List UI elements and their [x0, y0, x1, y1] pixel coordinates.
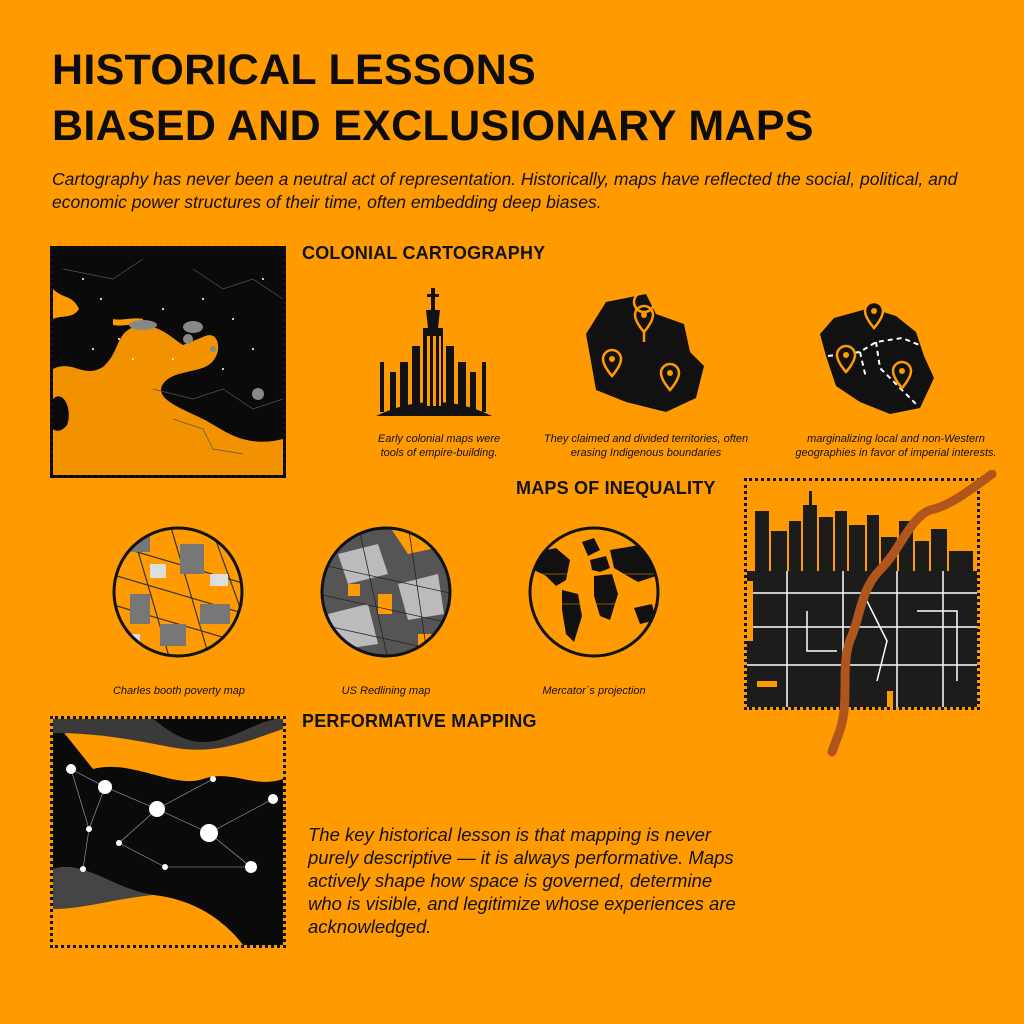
redlining-map-icon: [318, 524, 454, 660]
performative-heading: PERFORMATIVE MAPPING: [302, 711, 537, 731]
territory-pins-icon: [586, 294, 706, 412]
redlining-map-caption: US Redlining map: [341, 685, 431, 697]
colonial-caption-2: They claimed and divided territories, often erasing Indigenous boundaries: [543, 433, 749, 459]
colonial-caption-1: Early colonial maps were tools of empire-building.: [377, 433, 501, 459]
poverty-map-icon: [110, 524, 246, 660]
page-title: [52, 42, 814, 154]
network-map-image: [50, 716, 286, 948]
colonial-heading: COLONIAL CARTOGRAPHY: [302, 243, 546, 263]
intro-text: Cartography has never been a neutral act of representation. Historically, maps have reflected the social, political, and economic power structures of their time, often embedding deep biases.: [52, 169, 958, 212]
inequality-heading: MAPS OF INEQUALITY: [516, 478, 716, 498]
divided-territory-icon: [820, 298, 938, 416]
mercator-caption: Mercator´s projection: [542, 685, 646, 697]
river-line: [820, 470, 1000, 760]
poverty-map-caption: Charles booth poverty map: [112, 685, 246, 697]
title-line-2: BIASED AND EXCLUSIONARY MAPS: [52, 102, 814, 150]
performative-body: The key historical lesson is that mapping is never purely descriptive — it is always performative. Maps actively shape how space is governed, determine who is visible, and legitimize whose experiences are acknowledged.: [308, 824, 736, 937]
colonial-map-image: [50, 246, 286, 478]
title-line-1: HISTORICAL LESSONS: [52, 46, 537, 94]
colonial-caption-3: marginalizing local and non-Western geographies in favor of imperial interests.: [795, 433, 997, 459]
empire-building-icon: [376, 288, 492, 416]
world-map-icon: [526, 524, 662, 660]
